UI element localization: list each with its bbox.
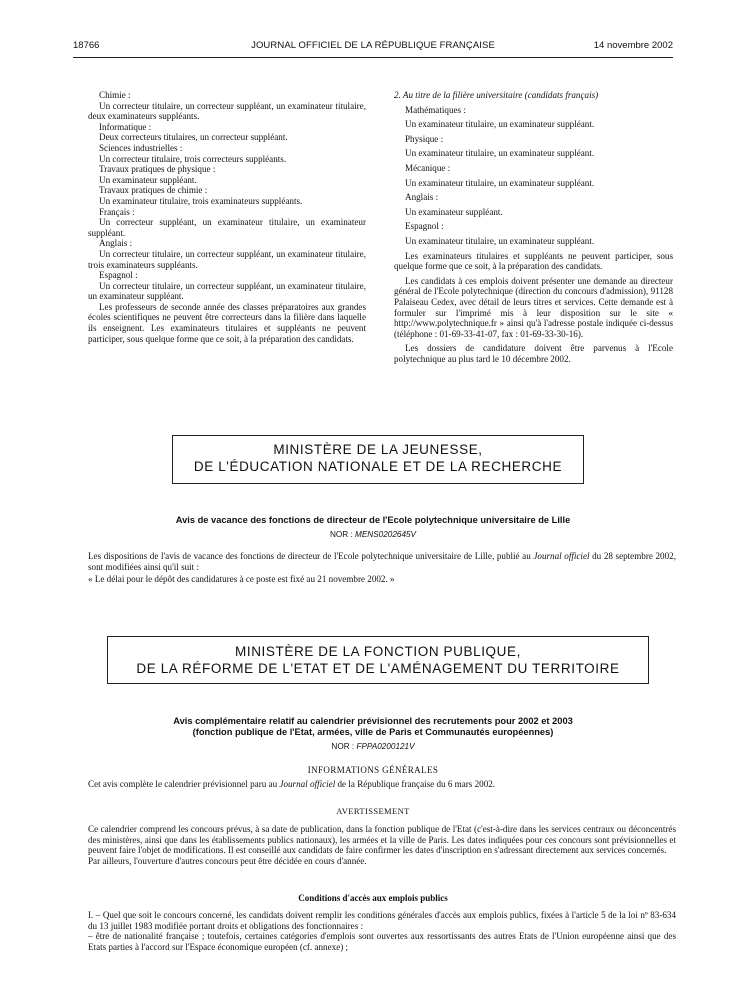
column-paragraph: Mathématiques : [405,104,466,115]
column-paragraph: Un examinateur titulaire, un examinateur suppléant. [405,148,595,159]
notice-title: Avis de vacance des fonctions de directeur de l'Ecole polytechnique universitaire de Lille [175,515,571,525]
text-run: de la République française du 6 mars 2002. [335,779,496,789]
nor-reference [73,530,673,539]
column-paragraph: Physique : [405,133,444,144]
column-paragraph: Anglais : [99,238,133,249]
column-paragraph: Les examinateurs titulaires et suppléants ne peuvent participer, sous quelque forme que ce soit, à la préparation des candidats. [394,250,673,272]
column-paragraph: Les candidats à ces emplois doivent présenter une demande au directeur général de l'Ecole polytechnique (direction du concours d'admission), 91128 Palaiseau Cedex, avec détail de leurs titres et services. Cette demande est à formuler sur l'imprimé mis à leur disposition sur le site « http://www.polytechnique.fr » ainsi qu'à l'adresse postale indiquée ci-dessus (téléphone : 01-69-33-41-07, fax : 01-69-33-30-16). [394,275,673,339]
column-paragraph: Informatique : [99,121,152,132]
right-column [394,90,673,364]
text-paragraph: – être de nationalité française ; toutefois, certaines catégories d'emplois sont ouvertes aux ressortissants des autres Etats de l'Union européenne ainsi que des Etats parties à l'accord sur l'Espace économique européen (cf. annexe) ; [88,931,676,952]
ministry-line-1: MINISTÈRE DE LA JEUNESSE, [273,442,483,457]
ministry-box-education [172,435,584,484]
column-paragraph: Un examinateur titulaire, trois examinateurs suppléants. [99,195,303,206]
column-paragraph: Un correcteur titulaire, un correcteur suppléant, un examinateur titulaire, trois examinateurs suppléants. [88,248,366,270]
notice-paragraph [88,551,676,572]
ministry-box-fonction-publique [107,636,649,684]
section-heading: INFORMATIONS GÉNÉRALES [307,765,439,775]
text-run: Cet avis complète le calendrier prévisionnel paru au [88,779,280,789]
conditions-body [88,910,676,952]
column-paragraph: Anglais : [405,192,439,203]
column-paragraph: Un correcteur titulaire, un correcteur suppléant, un examinateur titulaire, un examinateur suppléant. [88,280,366,302]
column-paragraph: Les professeurs de seconde année des classes préparatoires aux grandes écoles scientifiques ne peuvent être correcteurs dans la filière dans laquelle ils enseignent. Les examinateurs titulaires et suppléants ne peuvent participer, sous quelque forme que ce soit, à la préparation des candidats. [88,301,366,344]
journal-officiel-italic: Journal officiel [279,779,336,789]
column-paragraph: Sciences industrielles : [99,142,183,153]
column-paragraph: Travaux pratiques de chimie : [99,185,208,196]
column-paragraph: Travaux pratiques de physique : [99,164,216,175]
issue-date: 14 novembre 2002 [593,40,673,51]
journal-officiel-italic: Journal officiel [533,551,590,561]
nor-code: MENS0202645V [355,530,417,539]
notice-title-line-2: (fonction publique de l'Etat, armées, ville de Paris et Communautés européennes) [192,727,554,737]
column-paragraph: Un examinateur suppléant. [99,174,197,185]
column-paragraph: Un correcteur titulaire, un correcteur suppléant, un examinateur titulaire, deux examinateurs suppléants. [88,100,366,122]
notice-quote: « Le délai pour le dépôt des candidatures à ce poste est fixé au 21 novembre 2002. » [88,574,395,585]
column-paragraph: Deux correcteurs titulaires, un correcteur suppléant. [99,132,288,143]
ministry-line-2: DE LA RÉFORME DE L'ETAT ET DE L'AMÉNAGEMENT DU TERRITOIRE [136,661,620,676]
ministry-line-2: DE L'ÉDUCATION NATIONALE ET DE LA RECHERCHE [193,459,563,474]
column-paragraph: Espagnol : [99,270,138,281]
column-paragraph: Un examinateur suppléant. [405,206,503,217]
left-column [88,90,366,344]
page-number: 18766 [73,40,100,51]
column-paragraph: Mécanique : [405,162,451,173]
section-heading: AVERTISSEMENT [336,806,410,816]
header-rule [73,57,673,58]
nor-label: NOR : [329,530,353,539]
nor-label: NOR : [331,742,355,751]
section-heading: Conditions d'accès aux emplois publics [298,893,448,903]
ministry-line-1: MINISTÈRE DE LA FONCTION PUBLIQUE, [235,644,521,659]
column-paragraph: Un examinateur titulaire, un examinateur suppléant. [405,119,595,130]
text-run: du 28 septembre 2002, sont modifiées ainsi qu'il suit : [88,551,676,572]
text-paragraph [88,779,676,790]
text-paragraph: Ce calendrier comprend les concours prévus, à sa date de publication, dans la fonction publique de l'Etat (c'est-à-dire dans les services centraux ou déconcentrés des ministères, ainsi que dans les établissements publics nationaux), les armées et la ville de Paris. Les dates indiquées pour ces concours sont prévisionnelles et peuvent faire l'objet de modifications. Il est conseillé aux candidats de faire confirmer les dates d'inscription en s'adressant directement aux services concernés. [88,824,676,856]
column-paragraph: Un correcteur suppléant, un examinateur titulaire, un examinateur suppléant. [88,217,366,238]
running-header [73,40,673,54]
column-paragraph: Un examinateur titulaire, un examinateur suppléant. [405,235,595,246]
info-paragraph [88,779,676,790]
notice-title-line-1: Avis complémentaire relatif au calendrier prévisionnel des recrutements pour 2002 et 2003 [173,716,573,726]
column-paragraph: Espagnol : [405,221,444,232]
column-paragraph: Un correcteur titulaire, trois correcteurs suppléants. [99,153,287,164]
text-paragraph: Par ailleurs, l'ouverture d'autres concours peut être décidée en cours d'année. [88,855,367,866]
column-paragraph: Français : [99,206,135,217]
warning-body [88,824,676,866]
notice-body [88,551,676,585]
journal-title: JOURNAL OFFICIEL DE LA RÉPUBLIQUE FRANÇAISE [251,40,495,51]
nor-reference [73,742,673,751]
text-paragraph: I. – Quel que soit le concours concerné, les candidats doivent remplir les conditions générales d'accès aux emplois publics, fixées à l'article 5 de la loi nº 83-634 du 13 juillet 1983 modifiée portant droits et obligations des fonctionnaires : [88,910,676,931]
nor-code: FPPA0200121V [356,742,415,751]
column-paragraph: Les dossiers de candidature doivent être parvenus à l'Ecole polytechnique au plus tard le 10 décembre 2002. [394,343,673,364]
column-paragraph: Chimie : [99,90,131,100]
column-paragraph: Un examinateur titulaire, un examinateur suppléant. [405,177,595,188]
text-run: Les dispositions de l'avis de vacance des fonctions de directeur de l'Ecole polytechnique universitaire de Lille, publié au [88,551,534,561]
column-paragraph: 2. Au titre de la filière universitaire (candidats français) [394,90,599,100]
